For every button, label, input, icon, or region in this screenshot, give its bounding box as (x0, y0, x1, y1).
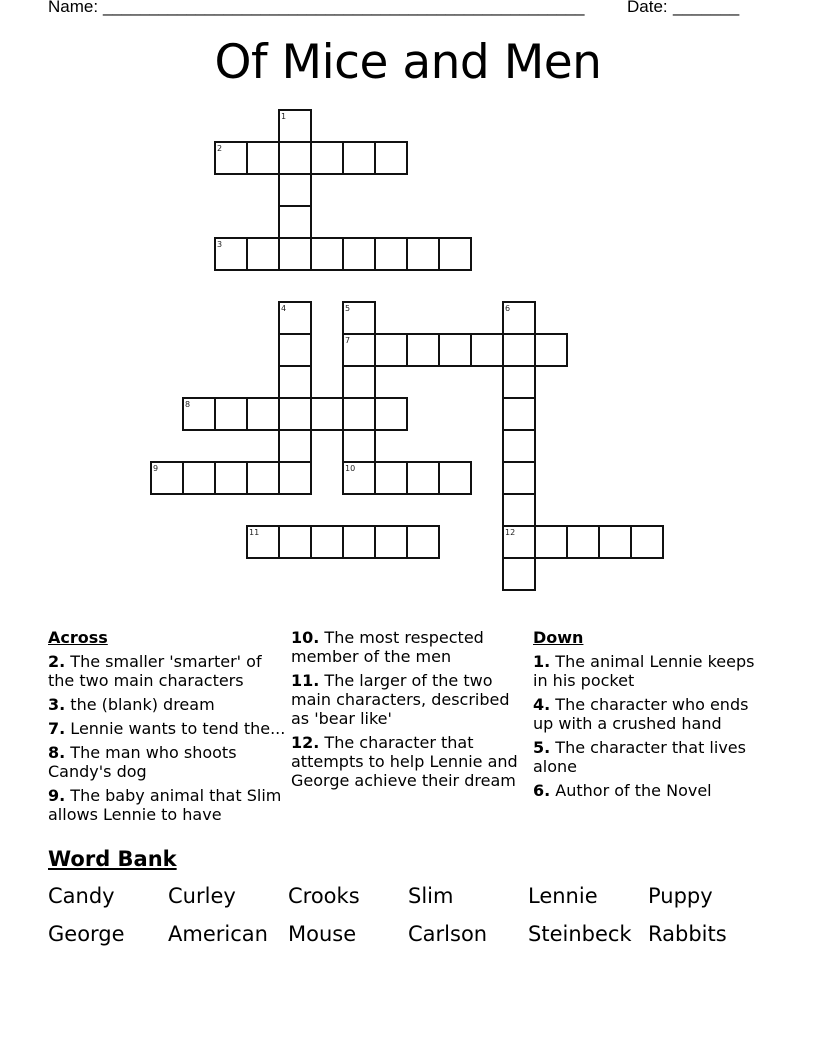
word-bank (48, 882, 788, 958)
crossword-cell[interactable] (246, 237, 280, 271)
clue-number: 6. (533, 781, 551, 800)
clue-across-9 (48, 786, 288, 824)
clue-text: Author of the Novel (550, 781, 712, 800)
clue-text: the (blank) dream (65, 695, 215, 714)
crossword-cell[interactable] (502, 429, 536, 463)
crossword-cell[interactable] (406, 333, 440, 367)
clue-down-1 (533, 652, 773, 690)
word-bank-word: Puppy (648, 884, 713, 908)
date-label: Date: (627, 0, 668, 16)
crossword-cell[interactable] (278, 397, 312, 431)
clue-number-label: 1 (281, 112, 287, 121)
clue-text: The man who shoots Candy's dog (48, 743, 237, 781)
crossword-cell[interactable] (246, 461, 280, 495)
crossword-cell[interactable] (438, 461, 472, 495)
crossword-cell[interactable] (534, 333, 568, 367)
clue-text: The character who ends up with a crushed hand (533, 695, 749, 733)
crossword-cell[interactable] (278, 461, 312, 495)
crossword-cell[interactable] (342, 237, 376, 271)
clue-across-11 (291, 671, 531, 728)
clue-text: The baby animal that Slim allows Lennie to have (48, 786, 282, 824)
crossword-cell[interactable] (310, 397, 344, 431)
clue-number: 12. (291, 733, 320, 752)
crossword-cell[interactable] (342, 461, 376, 495)
crossword-cell[interactable] (342, 365, 376, 399)
word-bank-word: Lennie (528, 884, 598, 908)
clue-across-8 (48, 743, 288, 781)
clue-across-2 (48, 652, 288, 690)
clue-number-label: 4 (281, 304, 287, 313)
crossword-cell[interactable] (406, 237, 440, 271)
crossword-cell[interactable] (374, 397, 408, 431)
crossword-cell[interactable] (278, 333, 312, 367)
crossword-cell[interactable] (342, 429, 376, 463)
clue-text: The most respected member of the men (291, 628, 484, 666)
clue-number-label: 9 (153, 464, 159, 473)
clue-text: The larger of the two main characters, described as 'bear like' (291, 671, 510, 728)
crossword-cell[interactable] (406, 525, 440, 559)
clue-number-label: 7 (345, 336, 351, 345)
crossword-cell[interactable] (502, 493, 536, 527)
word-bank-word: Mouse (288, 922, 357, 946)
clue-text: The animal Lennie keeps in his pocket (533, 652, 755, 690)
crossword-cell[interactable] (598, 525, 632, 559)
clue-number-label: 12 (505, 528, 516, 537)
crossword-cell[interactable] (406, 461, 440, 495)
clue-number: 4. (533, 695, 551, 714)
name-label: Name: (48, 0, 99, 16)
clue-number-label: 8 (185, 400, 191, 409)
crossword-cell[interactable] (374, 461, 408, 495)
clue-number: 7. (48, 719, 66, 738)
clue-number-label: 5 (345, 304, 351, 313)
clue-number-label: 10 (345, 464, 356, 473)
clue-number: 10. (291, 628, 320, 647)
crossword-cell[interactable] (438, 333, 472, 367)
word-bank-word: Candy (48, 884, 115, 908)
crossword-cell[interactable] (342, 141, 376, 175)
crossword-cell[interactable] (246, 525, 280, 559)
clue-across-10 (291, 628, 531, 666)
word-bank-word: Carlson (408, 922, 488, 946)
crossword-cell[interactable] (278, 301, 312, 335)
word-bank-row (48, 920, 788, 958)
crossword-cell[interactable] (342, 301, 376, 335)
clue-text: Lennie wants to tend the... (65, 719, 286, 738)
crossword-cell[interactable] (470, 333, 504, 367)
word-bank-word: Crooks (288, 884, 360, 908)
crossword-cell[interactable] (502, 525, 536, 559)
crossword-cell[interactable] (374, 237, 408, 271)
crossword-cell[interactable] (374, 333, 408, 367)
crossword-cell[interactable] (374, 141, 408, 175)
crossword-cell[interactable] (342, 333, 376, 367)
crossword-cell[interactable] (278, 237, 312, 271)
down-heading: Down (533, 628, 584, 647)
clue-number: 2. (48, 652, 66, 671)
crossword-cell[interactable] (630, 525, 664, 559)
crossword-cell[interactable] (502, 333, 536, 367)
crossword-cell[interactable] (566, 525, 600, 559)
crossword-cell[interactable] (278, 429, 312, 463)
crossword-cell[interactable] (374, 525, 408, 559)
clue-number: 5. (533, 738, 551, 757)
word-bank-word: Curley (168, 884, 236, 908)
clue-number-label: 6 (505, 304, 511, 313)
clue-number-label: 11 (249, 528, 260, 537)
page-title: Of Mice and Men (214, 35, 602, 90)
crossword-cell[interactable] (342, 397, 376, 431)
crossword-cell[interactable] (502, 557, 536, 591)
clue-across-3 (48, 695, 288, 714)
crossword-cell[interactable] (310, 525, 344, 559)
clue-down-4 (533, 695, 773, 733)
crossword-cell[interactable] (342, 525, 376, 559)
crossword-cell[interactable] (502, 397, 536, 431)
clue-number: 11. (291, 671, 320, 690)
word-bank-title: Word Bank (48, 847, 177, 871)
clue-text: The character that attempts to help Lennie and George achieve their dream (291, 733, 518, 790)
word-bank-row (48, 882, 788, 920)
crossword-cell[interactable] (502, 461, 536, 495)
word-bank-word: George (48, 922, 125, 946)
clues-down-column (533, 628, 773, 805)
clue-number-label: 3 (217, 240, 223, 249)
crossword-cell[interactable] (278, 365, 312, 399)
clue-number: 3. (48, 695, 66, 714)
clue-across-12 (291, 733, 531, 790)
clue-text: The character that lives alone (533, 738, 746, 776)
clue-text: The smaller 'smarter' of the two main characters (48, 652, 262, 690)
crossword-cell[interactable] (278, 205, 312, 239)
crossword-cell[interactable] (214, 237, 248, 271)
word-bank-word: Slim (408, 884, 454, 908)
crossword-cell[interactable] (438, 237, 472, 271)
clue-number: 9. (48, 786, 66, 805)
name-field[interactable]: ____________________________________________________ (103, 0, 585, 16)
crossword-cell[interactable] (502, 301, 536, 335)
crossword-cell[interactable] (278, 173, 312, 207)
crossword-cell[interactable] (310, 237, 344, 271)
clue-down-6 (533, 781, 773, 800)
clues-across-continued-column (291, 628, 531, 795)
clues-across-column (48, 628, 288, 829)
crossword-cell[interactable] (278, 141, 312, 175)
crossword-cell[interactable] (246, 141, 280, 175)
clue-across-7 (48, 719, 288, 738)
word-bank-word: American (168, 922, 268, 946)
crossword-cell[interactable] (278, 525, 312, 559)
clue-down-5 (533, 738, 773, 776)
crossword-cell[interactable] (246, 397, 280, 431)
crossword-cell[interactable] (534, 525, 568, 559)
crossword-cell[interactable] (310, 141, 344, 175)
crossword-cell[interactable] (502, 365, 536, 399)
crossword-cell[interactable] (214, 397, 248, 431)
crossword-cell[interactable] (214, 461, 248, 495)
crossword-cell[interactable] (182, 397, 216, 431)
clue-number: 8. (48, 743, 66, 762)
word-bank-word: Rabbits (648, 922, 727, 946)
across-heading: Across (48, 628, 108, 647)
crossword-cell[interactable] (182, 461, 216, 495)
crossword-cell[interactable] (278, 109, 312, 143)
crossword-cell[interactable] (214, 141, 248, 175)
crossword-cell[interactable] (150, 461, 184, 495)
clue-number-label: 2 (217, 144, 223, 153)
clue-number: 1. (533, 652, 551, 671)
word-bank-word: Steinbeck (528, 922, 632, 946)
date-field[interactable]: _______ (673, 0, 740, 16)
